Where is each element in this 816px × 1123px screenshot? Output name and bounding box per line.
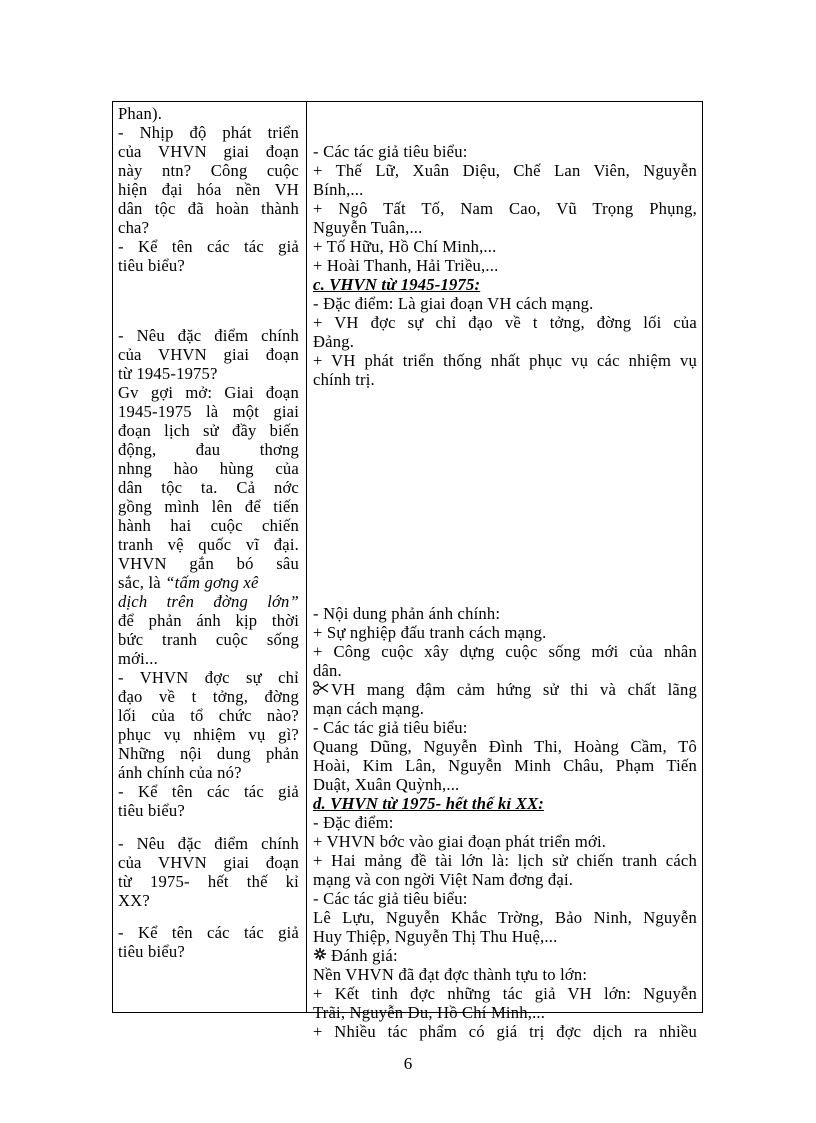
- question-line: Những nội dung phản: [118, 744, 299, 763]
- answer-line: + VH đợc sự chỉ đạo về t tởng, đờng lối của: [313, 313, 697, 332]
- question-line: từ 1975- hết thế kỉ: [118, 872, 299, 891]
- answer-line: + VH phát triển thống nhất phục vụ các nhiệm vụ: [313, 351, 697, 370]
- answer-text: VH mang đậm cảm hứng sử thi và chất lãng: [331, 680, 697, 699]
- answer-line: Bính,...: [313, 180, 364, 199]
- question-line: hành hai cuộc chiến: [118, 516, 299, 535]
- answer-line: Quang Dũng, Nguyễn Đình Thi, Hoàng Cầm, Tô: [313, 737, 697, 756]
- question-line: hiện đại hóa nền VH: [118, 180, 299, 199]
- question-line: - Nhịp độ phát triển: [118, 123, 299, 142]
- asterisk-icon: [313, 947, 331, 966]
- answer-line: Nền VHVN đã đạt đợc thành tựu to lớn:: [313, 965, 588, 984]
- answer-line: mạn cách mạng.: [313, 699, 425, 718]
- answer-line: + Hai mảng đề tài lớn là: lịch sử chiến tranh cách: [313, 851, 697, 870]
- question-column: [118, 102, 299, 1012]
- answer-line: - Nội dung phản ánh chính:: [313, 604, 501, 623]
- answer-line: - Các tác giả tiêu biểu:: [313, 718, 468, 737]
- page-number: 6: [403, 1054, 413, 1073]
- answer-line: Đảng.: [313, 332, 355, 351]
- question-line: tiêu biểu?: [118, 801, 185, 820]
- column-divider: [306, 102, 307, 1012]
- answer-line: + Kết tinh đợc những tác giả VH lớn: Nguyễn: [313, 984, 697, 1003]
- answer-line: + Thế Lữ, Xuân Diệu, Chế Lan Viên, Nguyễn: [313, 161, 697, 180]
- scissors-icon: [313, 681, 331, 700]
- question-line: [118, 574, 299, 593]
- question-line: dịch trên đờng lớn”: [118, 592, 299, 611]
- answer-line: + Nhiều tác phẩm có giá trị đợc dịch ra nhiều: [313, 1022, 697, 1041]
- answer-line: + Hoài Thanh, Hải Triều,...: [313, 256, 499, 275]
- question-line: 1945-1975 là một giai: [118, 402, 299, 421]
- question-line: cha?: [118, 218, 150, 237]
- answer-text: Đánh giá:: [331, 946, 398, 965]
- answer-line: Duật, Xuân Quỳnh,...: [313, 775, 460, 794]
- question-line: động, đau thơng: [118, 440, 299, 459]
- question-line: của VHVN giai đoạn: [118, 853, 299, 872]
- answer-line: - Đặc điểm: Là giai đoạn VH cách mạng.: [313, 294, 594, 313]
- answer-line: Hoài, Kim Lân, Nguyễn Minh Châu, Phạm Tiến: [313, 756, 697, 775]
- question-line: phục vụ nhiệm vụ gì?: [118, 725, 299, 744]
- answer-line: - Các tác giả tiêu biểu:: [313, 142, 468, 161]
- answer-line: [313, 947, 697, 966]
- question-line: gồng mình lên để tiến: [118, 497, 299, 516]
- answer-line: + Tố Hữu, Hồ Chí Minh,...: [313, 237, 497, 256]
- answer-line: [313, 681, 697, 700]
- question-line: ánh chính của nó?: [118, 763, 242, 782]
- question-line: lối của tổ chức nào?: [118, 706, 299, 725]
- question-line: dân tộc đã hoàn thành: [118, 199, 299, 218]
- answer-line: dân.: [313, 661, 342, 680]
- content-table: [112, 101, 703, 1041]
- answer-line: Huy Thiệp, Nguyễn Thị Thu Huệ,...: [313, 927, 558, 946]
- question-line: của VHVN giai đoạn: [118, 142, 299, 161]
- question-line: - Nêu đặc điểm chính: [118, 834, 299, 853]
- answer-line: chính trị.: [313, 370, 375, 389]
- question-line: Phan).: [118, 104, 163, 123]
- question-line: từ 1945-1975?: [118, 364, 218, 383]
- question-line: đoạn lịch sử đầy biến: [118, 421, 299, 440]
- question-line: để phản ánh kịp thời: [118, 611, 299, 630]
- answer-line: + Sự nghiệp đấu tranh cách mạng.: [313, 623, 547, 642]
- question-line: - VHVN đợc sự chỉ: [118, 668, 299, 687]
- question-line: tranh vệ quốc vĩ đại.: [118, 535, 299, 554]
- section-heading: d. VHVN từ 1975- hết thế kỉ XX:: [313, 794, 544, 813]
- answer-line: mạng và con ngời Việt Nam đơng đại.: [313, 870, 574, 889]
- question-line: đạo về t tởng, đờng: [118, 687, 299, 706]
- answer-line: Lê Lựu, Nguyễn Khắc Trờng, Bảo Ninh, Nguyễn: [313, 908, 697, 927]
- answer-line: + Ngô Tất Tố, Nam Cao, Vũ Trọng Phụng,: [313, 199, 697, 218]
- question-line: XX?: [118, 891, 150, 910]
- question-line: nhng hào hùng của: [118, 459, 299, 478]
- answer-column: [313, 102, 697, 1041]
- question-line: VHVN gắn bó sâu: [118, 554, 299, 573]
- answer-line: Nguyễn Tuân,...: [313, 218, 423, 237]
- section-heading: c. VHVN từ 1945-1975:: [313, 275, 481, 294]
- question-line: dân tộc ta. Cả nớc: [118, 478, 299, 497]
- question-line: tiêu biểu?: [118, 942, 185, 961]
- question-line: - Kể tên các tác giả: [118, 782, 299, 801]
- question-line: mới...: [118, 649, 158, 668]
- answer-line: + Công cuộc xây dựng cuộc sống mới của nhân: [313, 642, 697, 661]
- question-line: bức tranh cuộc sống: [118, 630, 299, 649]
- question-line: Gv gợi mở: Giai đoạn: [118, 383, 299, 402]
- answer-line: - Đặc điểm:: [313, 813, 394, 832]
- question-text: sắc, là: [118, 573, 166, 592]
- italic-quote: “tấm gơng xê: [165, 573, 259, 592]
- question-line: tiêu biểu?: [118, 256, 185, 275]
- question-line: này ntn? Công cuộc: [118, 161, 299, 180]
- question-line: - Nêu đặc điểm chính: [118, 326, 299, 345]
- answer-line: + VHVN bớc vào giai đoạn phát triển mới.: [313, 832, 607, 851]
- question-line: - Kể tên các tác giả: [118, 923, 299, 942]
- answer-line: - Các tác giả tiêu biểu:: [313, 889, 468, 908]
- question-line: - Kể tên các tác giả: [118, 237, 299, 256]
- question-line: của VHVN giai đoạn: [118, 345, 299, 364]
- answer-line: Trãi, Nguyễn Du, Hồ Chí Minh,...: [313, 1003, 546, 1022]
